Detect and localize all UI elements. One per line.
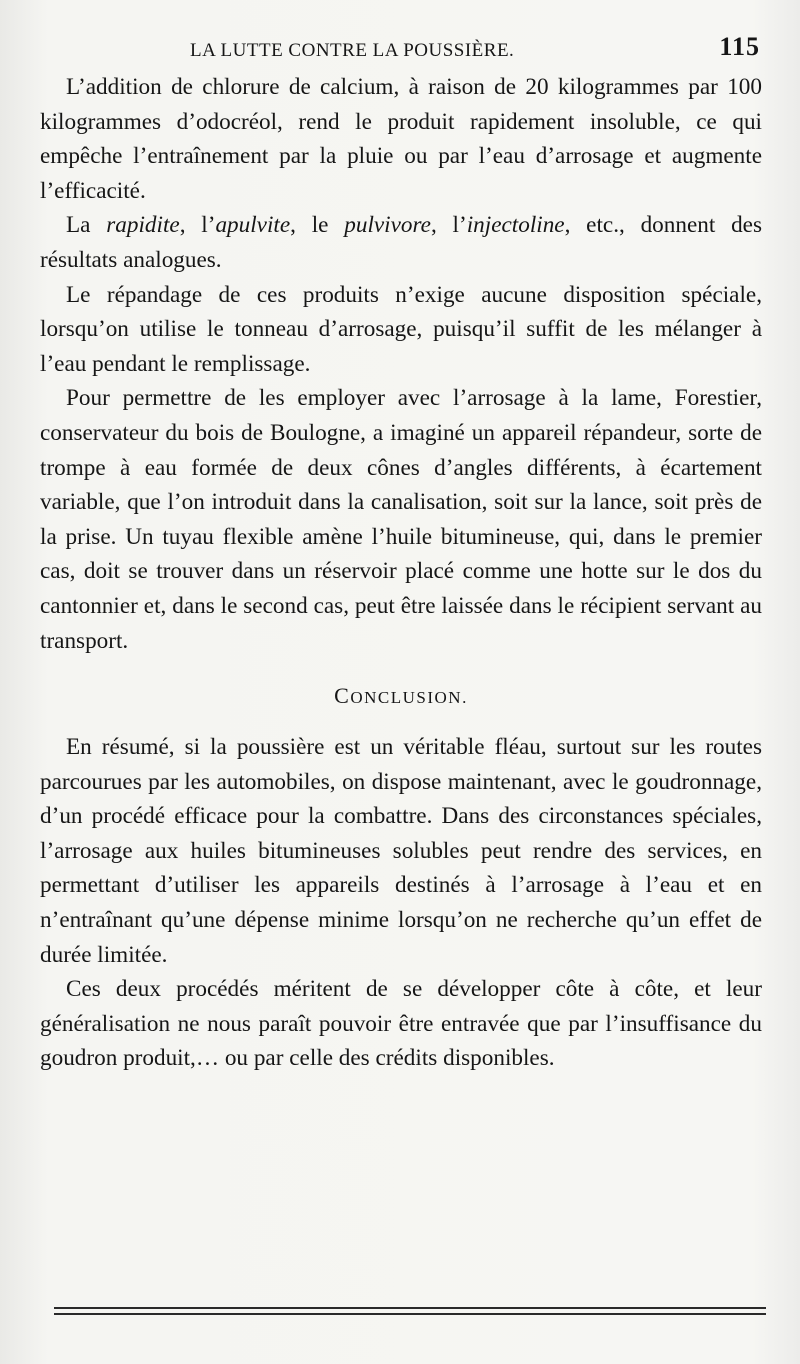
footer-rule-bottom (54, 1313, 766, 1315)
section-heading-conclusion (40, 682, 762, 712)
text-fragment: La (66, 212, 107, 239)
text-fragment: , etc., donnent des résultats analogues. (40, 212, 762, 273)
footer-rule-top (54, 1307, 766, 1309)
running-title: LA LUTTE CONTRE LA POUSSIÈRE. (190, 40, 515, 61)
text-fragment: , l’ (430, 212, 467, 239)
heading-rest: ONCLUSION. (350, 688, 468, 708)
product-name-apulvite: apulvite (215, 212, 291, 239)
paragraph-summary: En résumé, si la poussière est un véritable fléau, surtout sur les routes parcourues par les automobiles, on dispose maintenant, avec le goudronnage, d’un procédé efficace pour la combattre. Dans des circonstances spéciales, l’arrosage aux huiles bitumineuses solubles peut rendre des services, en permettant d’utiliser les appareils destinés à l’arrosage à l’eau et en n’entraînant qu’une dépense minime lorsqu’on ne recherche qu’un effet de durée limitée. (40, 734, 762, 968)
page-number: 115 (719, 32, 760, 61)
paragraph-final: Ces deux procédés méritent de se développer côte à côte, et leur généralisation ne nous paraît pouvoir être entravée que par l’insuffisance du goudron produit,… ou par celle des crédits disponibles. (40, 976, 762, 1072)
paragraph-forestier-device: Pour permettre de les employer avec l’arrosage à la lame, Forestier, conservateur du bois de Boulogne, a imaginé un appareil répandeur, sorte de trompe à eau formée de deux cônes d’angles différents, à écartement variable, que l’on introduit dans la canalisation, soit sur la lance, soit près de la prise. Un tuyau flexible amène l’huile bitumineuse, qui, dans le premier cas, doit se trouver dans un réservoir placé comme une hotte sur le dos du cantonnier et, dans le second cas, peut être laissée dans le récipient servant au transport. (40, 385, 762, 654)
page-header (190, 30, 760, 62)
product-name-rapidite: rapidite (106, 212, 180, 239)
paragraph-products (40, 208, 762, 277)
paragraph-spreading: Le répandage de ces produits n’exige aucune disposition spéciale, lorsqu’on utilise le tonneau d’arrosage, puisqu’il suffit de les mélanger à l’eau pendant le remplissage. (40, 281, 762, 377)
heading-initial: C (334, 683, 351, 709)
page-body (40, 70, 762, 1076)
product-name-injectoline: injectoline (466, 212, 565, 239)
text-fragment: , le (290, 212, 345, 239)
text-fragment: , l’ (179, 212, 216, 239)
paragraph-calcium-chloride: L’addition de chlorure de calcium, à raison de 20 kilogrammes par 100 kilogrammes d’odocréol, rend le produit rapidement insoluble, ce qui empêche l’entraînement par la pluie ou par l’eau d’arrosage et augmente l’efficacité. (40, 74, 762, 204)
product-name-pulvivore: pulvivore (344, 212, 431, 239)
